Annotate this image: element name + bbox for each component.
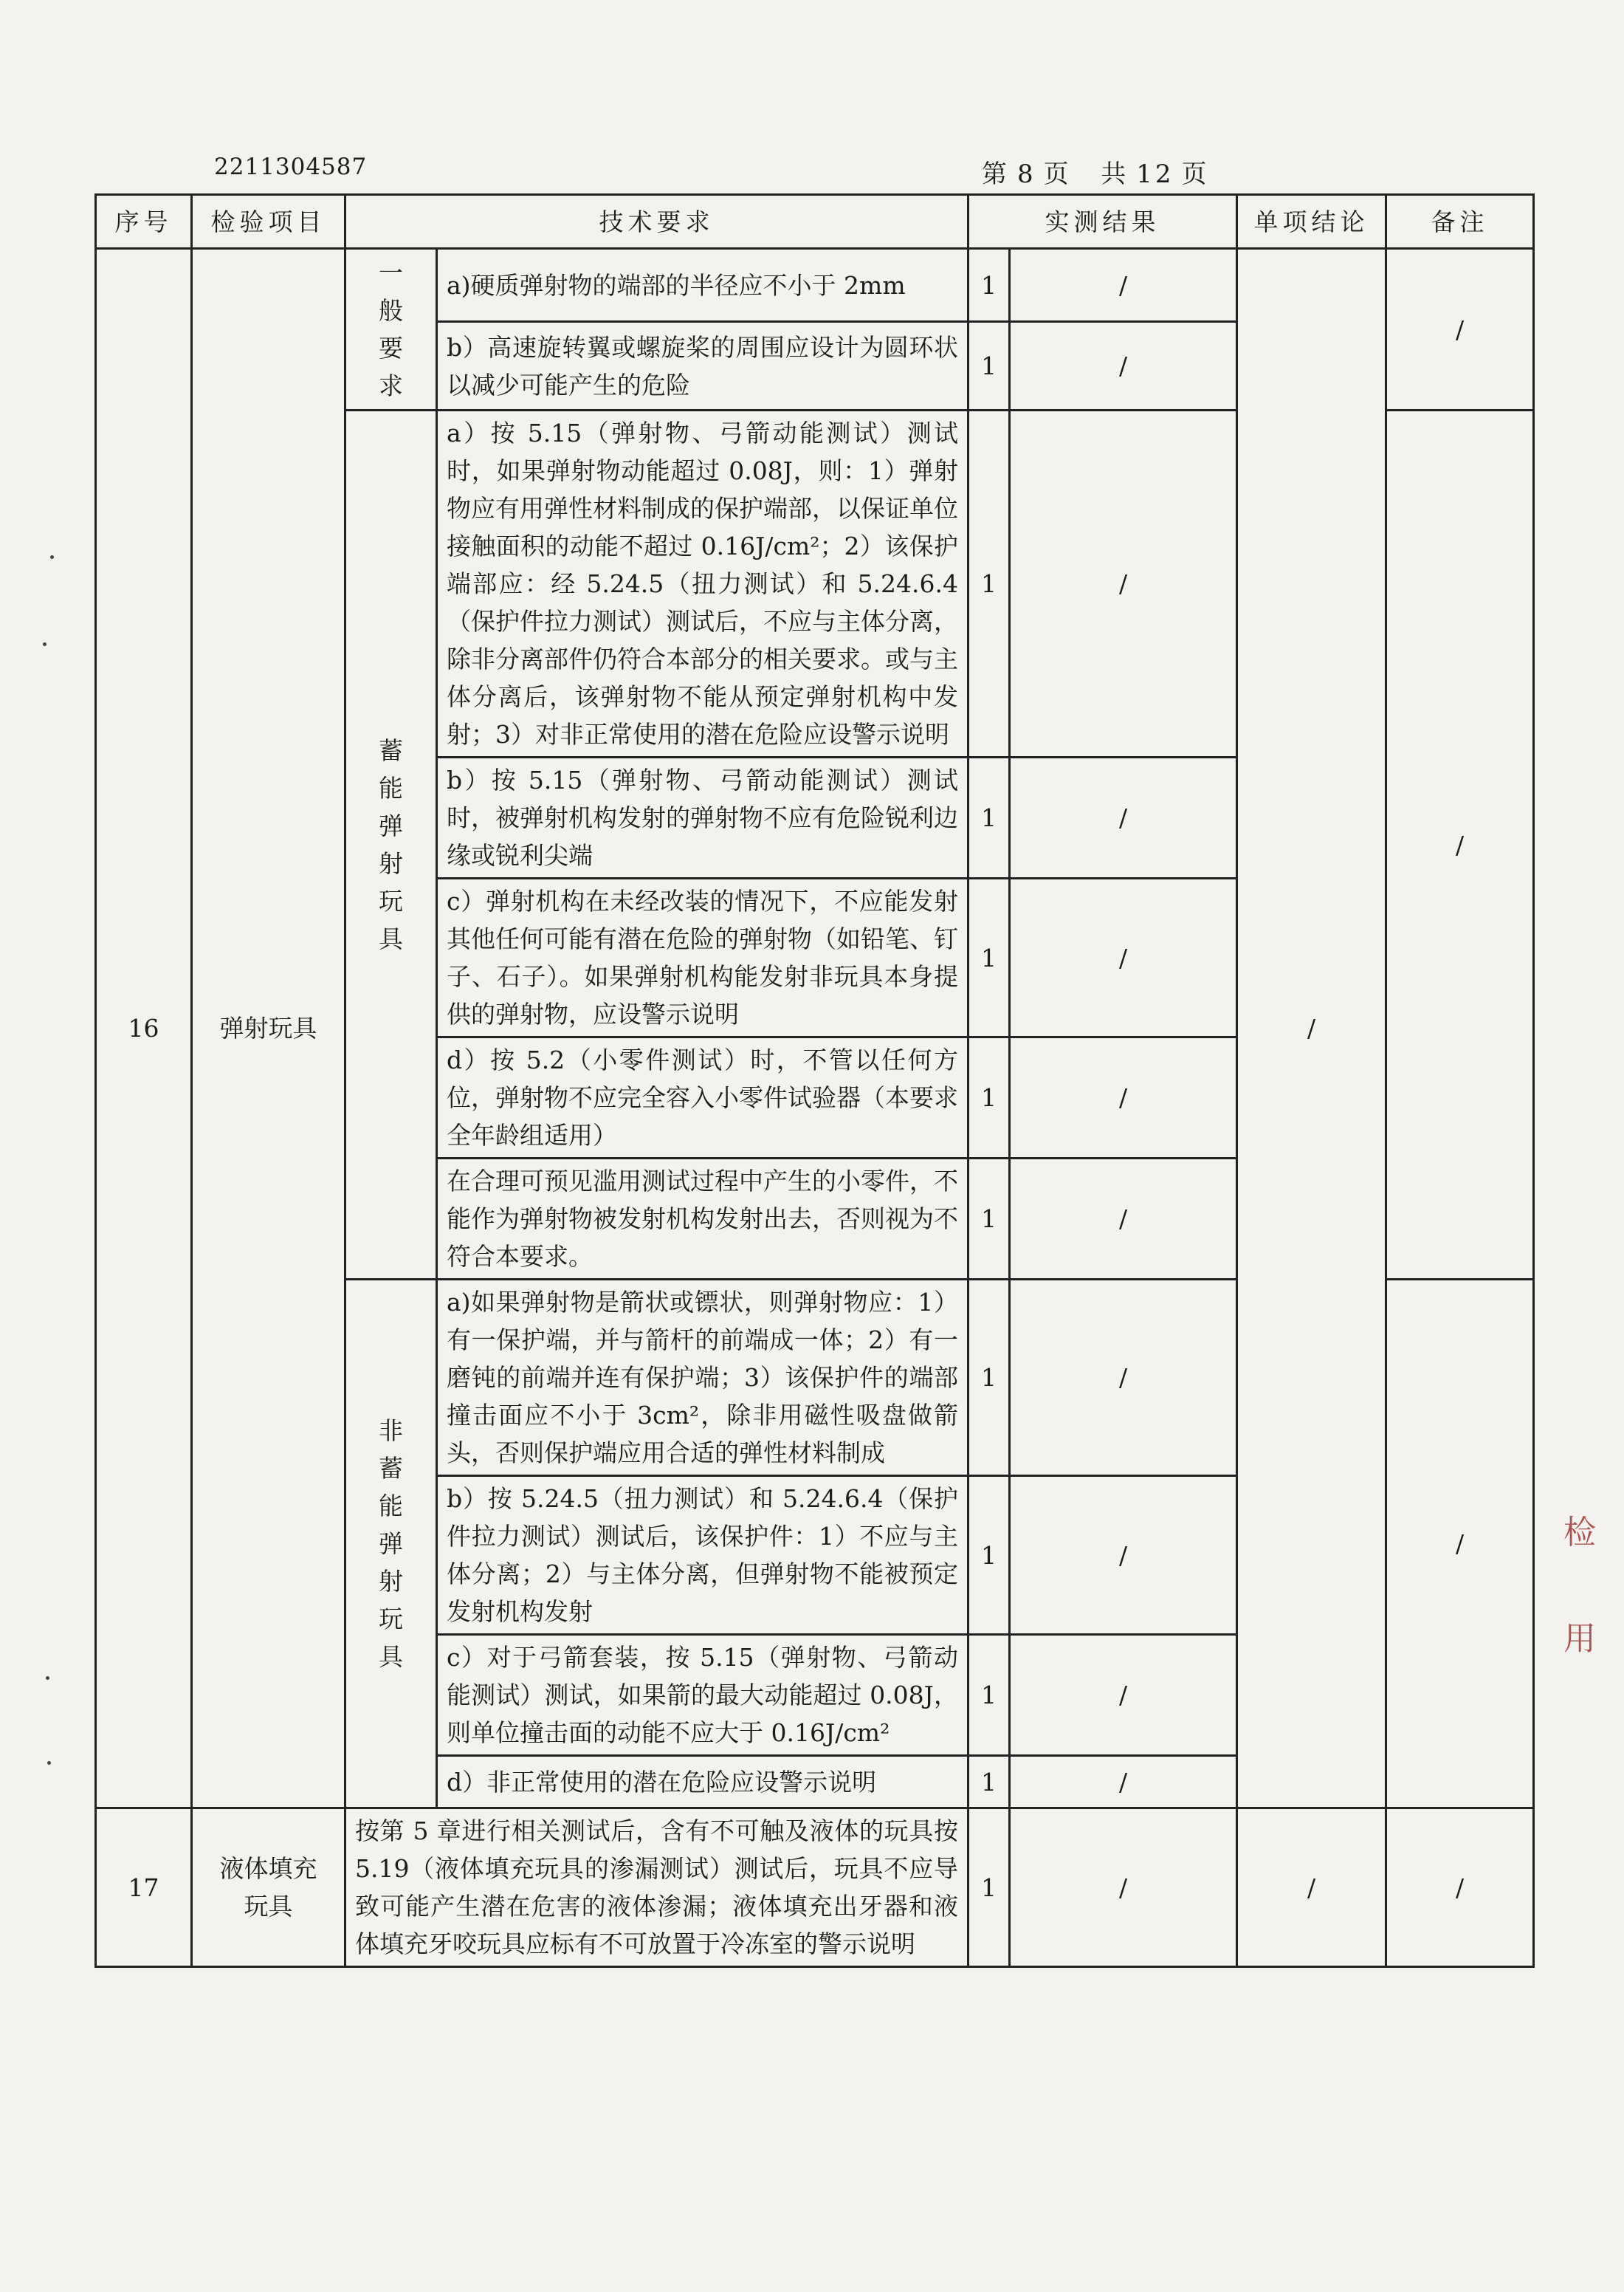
sub-category-label: 一般要求 xyxy=(345,249,437,411)
clause-flag: 1 xyxy=(968,1476,1010,1635)
measured-result: / xyxy=(1010,322,1237,411)
table-row xyxy=(96,1808,1534,1967)
table-header-row xyxy=(96,195,1534,249)
measured-result: / xyxy=(1010,411,1237,758)
measured-result: / xyxy=(1010,1476,1237,1635)
col-header-conclusion: 单项结论 xyxy=(1237,195,1386,249)
clause-flag: 1 xyxy=(968,1756,1010,1808)
table-row xyxy=(96,249,1534,322)
measured-result: / xyxy=(1010,249,1237,322)
requirement-text: b）按 5.24.5（扭力测试）和 5.24.6.4（保护件拉力测试）测试后，该保护件：1）不应与主体分离；2）与主体分离，但弹射物不能被预定发射机构发射 xyxy=(437,1476,968,1635)
clause-flag: 1 xyxy=(968,1808,1010,1967)
requirement-text: d）按 5.2（小零件测试）时，不管以任何方位，弹射物不应完全容入小零件试验器（本要求全年龄组适用） xyxy=(437,1037,968,1159)
seal-stamp-fragment: 检 用 xyxy=(1563,1514,1596,1658)
requirement-text: a）按 5.15（弹射物、弓箭动能测试）测试时，如果弹射物动能超过 0.08J，则：1）弹射物应有用弹性材料制成的保护端部，以保证单位接触面积的动能不超过 0.16J/cm²；2）该保护端部应：经 5.24.5（扭力测试）和 5.24.6.4（保护件拉力测试）测试后，不应与主体分离，除非分离部件仍符合本部分的相关要求。或与主体分离后，该弹射物不能从预定弹射机构中发射；3）对非正常使用的潜在危险应设警示说明 xyxy=(437,411,968,758)
clause-flag: 1 xyxy=(968,1280,1010,1476)
col-header-requirement: 技术要求 xyxy=(345,195,968,249)
clause-flag: 1 xyxy=(968,411,1010,758)
scan-speck xyxy=(50,555,54,559)
requirement-text: c）对于弓箭套装，按 5.15（弹射物、弓箭动能测试）测试，如果箭的最大动能超过 0.08J，则单位撞击面的动能不应大于 0.16J/cm² xyxy=(437,1635,968,1756)
item-remark: / xyxy=(1386,1808,1534,1967)
clause-flag: 1 xyxy=(968,758,1010,879)
requirement-text: d）非正常使用的潜在危险应设警示说明 xyxy=(437,1756,968,1808)
item-name: 弹射玩具 xyxy=(192,249,345,1808)
clause-flag: 1 xyxy=(968,879,1010,1037)
scan-speck xyxy=(46,1676,49,1680)
item-name: 液体填充玩具 xyxy=(192,1808,345,1967)
clause-flag: 1 xyxy=(968,249,1010,322)
col-header-item: 检验项目 xyxy=(192,195,345,249)
report-number: 2211304587 xyxy=(214,154,368,180)
item-conclusion: / xyxy=(1237,249,1386,1808)
page-indicator: 第 8 页 共 12 页 xyxy=(982,159,1210,189)
group-remark: / xyxy=(1386,411,1534,1280)
col-header-remark: 备注 xyxy=(1386,195,1534,249)
requirement-text: b）高速旋转翼或螺旋桨的周围应设计为圆环状以减少可能产生的危险 xyxy=(437,322,968,411)
requirement-text: c）弹射机构在未经改装的情况下，不应能发射其他任何可能有潜在危险的弹射物（如铅笔、钉子、石子）。如果弹射机构能发射非玩具本身提供的弹射物，应设警示说明 xyxy=(437,879,968,1037)
group-remark: / xyxy=(1386,1280,1534,1808)
col-header-result: 实测结果 xyxy=(968,195,1237,249)
measured-result: / xyxy=(1010,1159,1237,1280)
clause-flag: 1 xyxy=(968,1635,1010,1756)
measured-result: / xyxy=(1010,1635,1237,1756)
requirement-text: b）按 5.15（弹射物、弓箭动能测试）测试时，被弹射机构发射的弹射物不应有危险锐利边缘或锐利尖端 xyxy=(437,758,968,879)
clause-flag: 1 xyxy=(968,1159,1010,1280)
requirement-text: 在合理可预见滥用测试过程中产生的小零件，不能作为弹射物被发射机构发射出去，否则视为不符合本要求。 xyxy=(437,1159,968,1280)
group-remark: / xyxy=(1386,249,1534,411)
scan-speck xyxy=(43,642,47,646)
clause-flag: 1 xyxy=(968,322,1010,411)
measured-result: / xyxy=(1010,1280,1237,1476)
inspection-table xyxy=(94,193,1535,1968)
requirement-text: a)硬质弹射物的端部的半径应不小于 2mm xyxy=(437,249,968,322)
item-conclusion: / xyxy=(1237,1808,1386,1967)
sub-category-label: 非蓄能弹射玩具 xyxy=(345,1280,437,1808)
measured-result: / xyxy=(1010,1756,1237,1808)
requirement-text: a)如果弹射物是箭状或镖状，则弹射物应：1）有一保护端，并与箭杆的前端成一体；2）有一磨钝的前端并连有保护端；3）该保护件的端部撞击面应不小于 3cm²，除非用磁性吸盘做箭头，否则保护端应用合适的弹性材料制成 xyxy=(437,1280,968,1476)
item-number: 16 xyxy=(96,249,192,1808)
measured-result: / xyxy=(1010,879,1237,1037)
measured-result: / xyxy=(1010,758,1237,879)
requirement-text: 按第 5 章进行相关测试后，含有不可触及液体的玩具按 5.19（液体填充玩具的渗漏测试）测试后，玩具不应导致可能产生潜在危害的液体渗漏；液体填充出牙器和液体填充牙咬玩具应标有不可放置于冷冻室的警示说明 xyxy=(345,1808,968,1967)
sub-category-label: 蓄能弹射玩具 xyxy=(345,411,437,1280)
col-header-no: 序号 xyxy=(96,195,192,249)
measured-result: / xyxy=(1010,1037,1237,1159)
scan-speck xyxy=(47,1761,51,1765)
item-number: 17 xyxy=(96,1808,192,1967)
clause-flag: 1 xyxy=(968,1037,1010,1159)
measured-result: / xyxy=(1010,1808,1237,1967)
